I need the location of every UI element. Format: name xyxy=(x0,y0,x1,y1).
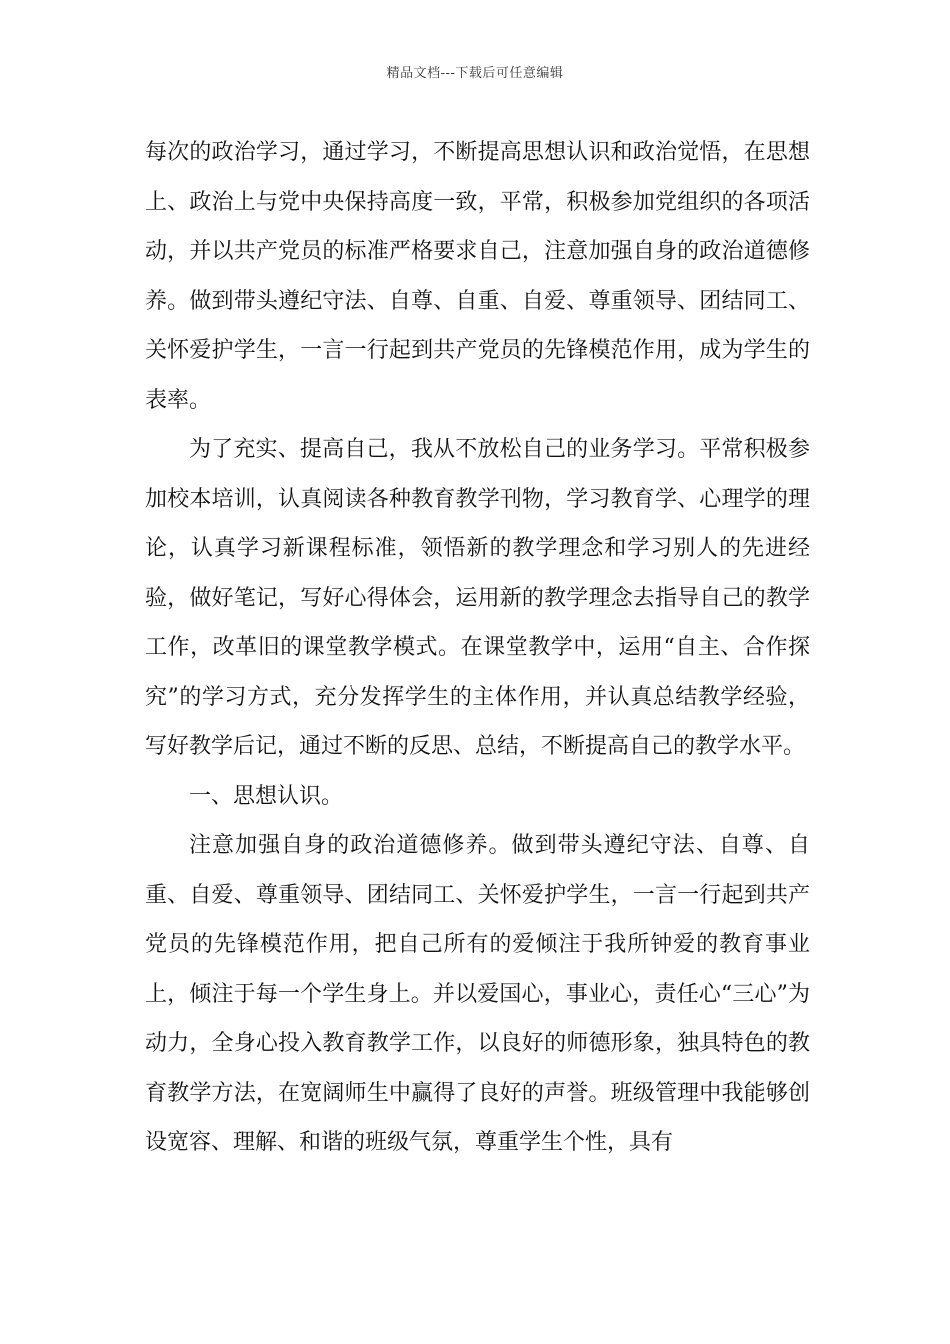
section-heading: 一、思想认识。 xyxy=(189,783,344,809)
page-header: 精品文档---下载后可任意编辑 xyxy=(386,66,564,81)
paragraph-2: 为了充实、提高自己，我从不放松自己的业务学习。平常积极参加校本培训，认真阅读各种教育教学刊物，学习教育学、心理学的理论，认真学习新课程标准，领悟新的教学理念和学习别人的先进经验，做好笔记，写好心得体会，运用新的教学理念去指导自己的教学工作，改革旧的课堂教学模式。在课堂教学中，运用“自主、合作探究”的学习方式，充分发挥学生的主体作用，并认真总结教学经验，写好教学后记，通过不断的反思、总结，不断提高自己的教学水平。 xyxy=(145,437,810,759)
document-body xyxy=(145,128,810,1168)
paragraph-3: 注意加强自身的政治道德修养。做到带头遵纪守法、自尊、自重、自爱、尊重领导、团结同工、关怀爱护学生，一言一行起到共产党员的先锋模范作用，把自己所有的爱倾注于我所钟爱的教育事业上，倾注于每一个学生身上。并以爱国心，事业心，责任心“三心”为动力，全身心投入教育教学工作，以良好的师德形象，独具特色的教育教学方法，在宽阔师生中赢得了良好的声誉。班级管理中我能够创设宽容、理解、和谐的班级气氛，尊重学生个性，具有 xyxy=(145,833,810,1155)
paragraph-1: 每次的政治学习，通过学习，不断提高思想认识和政治觉悟，在思想上、政治上与党中央保持高度一致，平常，积极参加党组织的各项活动，并以共产党员的标准严格要求自己，注意加强自身的政治道德修养。做到带头遵纪守法、自尊、自重、自爱、尊重领导、团结同工、关怀爱护学生，一言一行起到共产党员的先锋模范作用，成为学生的表率。 xyxy=(145,140,810,413)
